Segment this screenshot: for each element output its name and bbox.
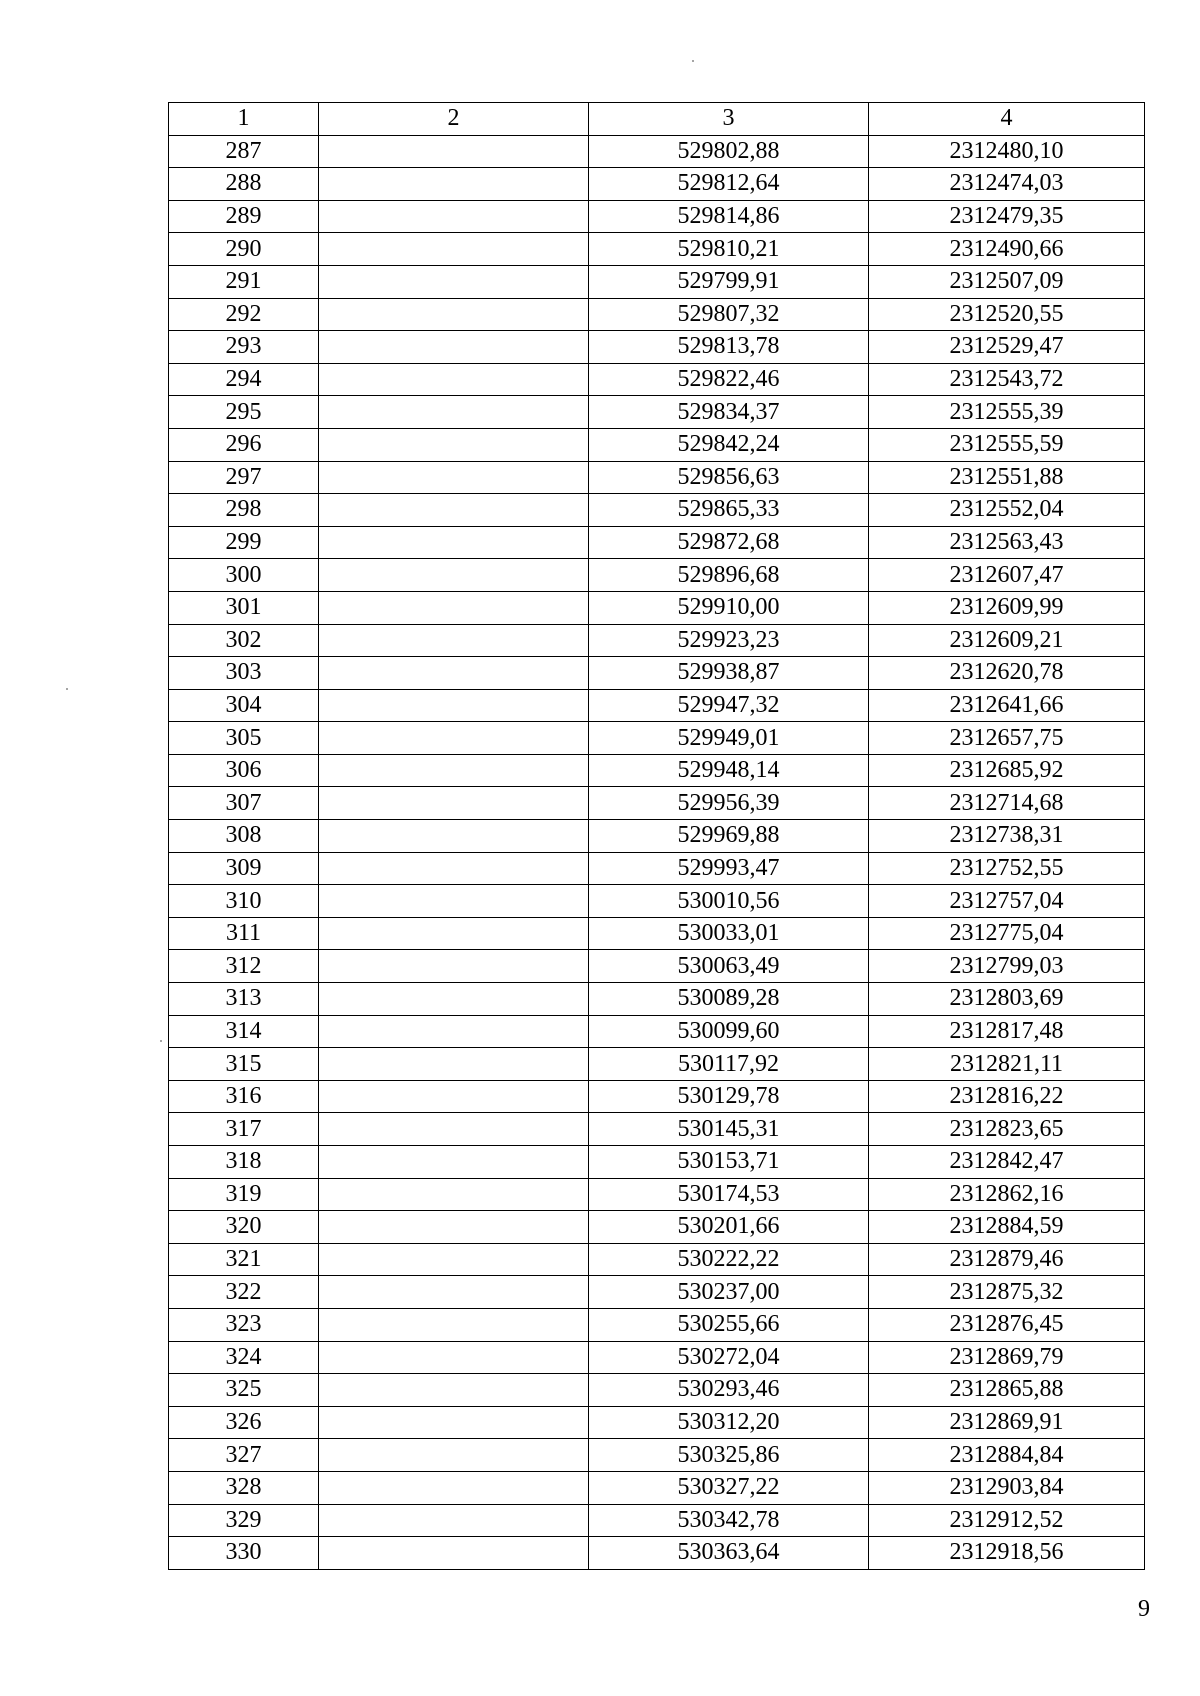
point-number-cell: 319 <box>169 1178 319 1211</box>
y-coordinate-cell: 2312543,72 <box>869 363 1145 396</box>
point-number-cell: 322 <box>169 1276 319 1309</box>
description-cell <box>319 722 589 755</box>
description-cell <box>319 885 589 918</box>
table-row <box>169 494 1145 527</box>
table-row <box>169 168 1145 201</box>
table-row <box>169 135 1145 168</box>
x-coordinate-cell: 530255,66 <box>589 1308 869 1341</box>
x-coordinate-cell: 530293,46 <box>589 1374 869 1407</box>
description-cell <box>319 1471 589 1504</box>
x-coordinate-cell: 529938,87 <box>589 657 869 690</box>
x-coordinate-cell: 529856,63 <box>589 461 869 494</box>
point-number-cell: 293 <box>169 331 319 364</box>
table-row <box>169 1276 1145 1309</box>
y-coordinate-cell: 2312552,04 <box>869 494 1145 527</box>
scan-speck <box>66 688 68 690</box>
point-number-cell: 320 <box>169 1211 319 1244</box>
description-cell <box>319 754 589 787</box>
description-cell <box>319 559 589 592</box>
description-cell <box>319 461 589 494</box>
point-number-cell: 310 <box>169 885 319 918</box>
point-number-cell: 294 <box>169 363 319 396</box>
column-header: 4 <box>869 103 1145 136</box>
x-coordinate-cell: 529810,21 <box>589 233 869 266</box>
x-coordinate-cell: 529993,47 <box>589 852 869 885</box>
point-number-cell: 321 <box>169 1243 319 1276</box>
description-cell <box>319 396 589 429</box>
description-cell <box>319 917 589 950</box>
y-coordinate-cell: 2312738,31 <box>869 820 1145 853</box>
table-row <box>169 1504 1145 1537</box>
table-row <box>169 1015 1145 1048</box>
point-number-cell: 307 <box>169 787 319 820</box>
x-coordinate-cell: 529799,91 <box>589 265 869 298</box>
point-number-cell: 308 <box>169 820 319 853</box>
y-coordinate-cell: 2312875,32 <box>869 1276 1145 1309</box>
y-coordinate-cell: 2312520,55 <box>869 298 1145 331</box>
table-row <box>169 1211 1145 1244</box>
x-coordinate-cell: 529969,88 <box>589 820 869 853</box>
table-row <box>169 1537 1145 1570</box>
x-coordinate-cell: 529949,01 <box>589 722 869 755</box>
description-cell <box>319 1048 589 1081</box>
table-row <box>169 820 1145 853</box>
y-coordinate-cell: 2312799,03 <box>869 950 1145 983</box>
column-header: 1 <box>169 103 319 136</box>
x-coordinate-cell: 530342,78 <box>589 1504 869 1537</box>
y-coordinate-cell: 2312609,99 <box>869 591 1145 624</box>
point-number-cell: 291 <box>169 265 319 298</box>
table-row <box>169 689 1145 722</box>
table-row <box>169 1178 1145 1211</box>
x-coordinate-cell: 530117,92 <box>589 1048 869 1081</box>
description-cell <box>319 200 589 233</box>
y-coordinate-cell: 2312884,59 <box>869 1211 1145 1244</box>
y-coordinate-cell: 2312817,48 <box>869 1015 1145 1048</box>
x-coordinate-cell: 530099,60 <box>589 1015 869 1048</box>
description-cell <box>319 233 589 266</box>
y-coordinate-cell: 2312620,78 <box>869 657 1145 690</box>
table-row <box>169 1374 1145 1407</box>
table-row <box>169 428 1145 461</box>
y-coordinate-cell: 2312479,35 <box>869 200 1145 233</box>
y-coordinate-cell: 2312563,43 <box>869 526 1145 559</box>
y-coordinate-cell: 2312869,91 <box>869 1406 1145 1439</box>
description-cell <box>319 689 589 722</box>
point-number-cell: 296 <box>169 428 319 461</box>
y-coordinate-cell: 2312803,69 <box>869 983 1145 1016</box>
x-coordinate-cell: 529842,24 <box>589 428 869 461</box>
point-number-cell: 300 <box>169 559 319 592</box>
y-coordinate-cell: 2312912,52 <box>869 1504 1145 1537</box>
point-number-cell: 329 <box>169 1504 319 1537</box>
y-coordinate-cell: 2312555,59 <box>869 428 1145 461</box>
x-coordinate-cell: 530363,64 <box>589 1537 869 1570</box>
table-row <box>169 1243 1145 1276</box>
table-row <box>169 722 1145 755</box>
x-coordinate-cell: 529923,23 <box>589 624 869 657</box>
y-coordinate-cell: 2312641,66 <box>869 689 1145 722</box>
page-number: 9 <box>1138 1596 1150 1622</box>
y-coordinate-cell: 2312474,03 <box>869 168 1145 201</box>
point-number-cell: 302 <box>169 624 319 657</box>
description-cell <box>319 820 589 853</box>
x-coordinate-cell: 530145,31 <box>589 1113 869 1146</box>
scan-speck <box>160 1040 162 1042</box>
x-coordinate-cell: 529872,68 <box>589 526 869 559</box>
table-row <box>169 852 1145 885</box>
y-coordinate-cell: 2312480,10 <box>869 135 1145 168</box>
table-row <box>169 363 1145 396</box>
description-cell <box>319 657 589 690</box>
point-number-cell: 317 <box>169 1113 319 1146</box>
x-coordinate-cell: 529956,39 <box>589 787 869 820</box>
x-coordinate-cell: 530237,00 <box>589 1276 869 1309</box>
table-row <box>169 526 1145 559</box>
point-number-cell: 306 <box>169 754 319 787</box>
point-number-cell: 313 <box>169 983 319 1016</box>
table-row <box>169 1146 1145 1179</box>
x-coordinate-cell: 529948,14 <box>589 754 869 787</box>
point-number-cell: 304 <box>169 689 319 722</box>
x-coordinate-cell: 530063,49 <box>589 950 869 983</box>
x-coordinate-cell: 529802,88 <box>589 135 869 168</box>
description-cell <box>319 1537 589 1570</box>
x-coordinate-cell: 529812,64 <box>589 168 869 201</box>
table-row <box>169 657 1145 690</box>
description-cell <box>319 298 589 331</box>
description-cell <box>319 591 589 624</box>
table-row <box>169 624 1145 657</box>
table-row <box>169 591 1145 624</box>
x-coordinate-cell: 530153,71 <box>589 1146 869 1179</box>
point-number-cell: 314 <box>169 1015 319 1048</box>
description-cell <box>319 1504 589 1537</box>
y-coordinate-cell: 2312775,04 <box>869 917 1145 950</box>
y-coordinate-cell: 2312879,46 <box>869 1243 1145 1276</box>
point-number-cell: 316 <box>169 1080 319 1113</box>
y-coordinate-cell: 2312884,84 <box>869 1439 1145 1472</box>
point-number-cell: 312 <box>169 950 319 983</box>
point-number-cell: 292 <box>169 298 319 331</box>
y-coordinate-cell: 2312657,75 <box>869 722 1145 755</box>
x-coordinate-cell: 530312,20 <box>589 1406 869 1439</box>
y-coordinate-cell: 2312842,47 <box>869 1146 1145 1179</box>
point-number-cell: 311 <box>169 917 319 950</box>
y-coordinate-cell: 2312918,56 <box>869 1537 1145 1570</box>
description-cell <box>319 1308 589 1341</box>
x-coordinate-cell: 529910,00 <box>589 591 869 624</box>
y-coordinate-cell: 2312529,47 <box>869 331 1145 364</box>
x-coordinate-cell: 530272,04 <box>589 1341 869 1374</box>
x-coordinate-cell: 529822,46 <box>589 363 869 396</box>
point-number-cell: 323 <box>169 1308 319 1341</box>
description-cell <box>319 1374 589 1407</box>
point-number-cell: 297 <box>169 461 319 494</box>
y-coordinate-cell: 2312816,22 <box>869 1080 1145 1113</box>
x-coordinate-cell: 530327,22 <box>589 1471 869 1504</box>
point-number-cell: 328 <box>169 1471 319 1504</box>
table-body <box>169 135 1145 1569</box>
point-number-cell: 290 <box>169 233 319 266</box>
y-coordinate-cell: 2312555,39 <box>869 396 1145 429</box>
y-coordinate-cell: 2312869,79 <box>869 1341 1145 1374</box>
x-coordinate-cell: 530129,78 <box>589 1080 869 1113</box>
y-coordinate-cell: 2312609,21 <box>869 624 1145 657</box>
x-coordinate-cell: 530325,86 <box>589 1439 869 1472</box>
table-row <box>169 1341 1145 1374</box>
table-row <box>169 1406 1145 1439</box>
description-cell <box>319 265 589 298</box>
x-coordinate-cell: 529865,33 <box>589 494 869 527</box>
description-cell <box>319 852 589 885</box>
description-cell <box>319 1146 589 1179</box>
table-row <box>169 1471 1145 1504</box>
x-coordinate-cell: 529834,37 <box>589 396 869 429</box>
point-number-cell: 309 <box>169 852 319 885</box>
point-number-cell: 295 <box>169 396 319 429</box>
y-coordinate-cell: 2312685,92 <box>869 754 1145 787</box>
point-number-cell: 298 <box>169 494 319 527</box>
table-row <box>169 754 1145 787</box>
table-row <box>169 265 1145 298</box>
description-cell <box>319 428 589 461</box>
x-coordinate-cell: 530033,01 <box>589 917 869 950</box>
x-coordinate-cell: 530222,22 <box>589 1243 869 1276</box>
table-row <box>169 331 1145 364</box>
description-cell <box>319 494 589 527</box>
y-coordinate-cell: 2312607,47 <box>869 559 1145 592</box>
description-cell <box>319 1178 589 1211</box>
y-coordinate-cell: 2312757,04 <box>869 885 1145 918</box>
table-row <box>169 1308 1145 1341</box>
description-cell <box>319 1276 589 1309</box>
x-coordinate-cell: 530174,53 <box>589 1178 869 1211</box>
column-header: 2 <box>319 103 589 136</box>
table-row <box>169 1080 1145 1113</box>
description-cell <box>319 1243 589 1276</box>
description-cell <box>319 950 589 983</box>
y-coordinate-cell: 2312876,45 <box>869 1308 1145 1341</box>
point-number-cell: 299 <box>169 526 319 559</box>
y-coordinate-cell: 2312551,88 <box>869 461 1145 494</box>
table-row <box>169 396 1145 429</box>
description-cell <box>319 363 589 396</box>
y-coordinate-cell: 2312862,16 <box>869 1178 1145 1211</box>
table-row <box>169 461 1145 494</box>
description-cell <box>319 1211 589 1244</box>
description-cell <box>319 624 589 657</box>
point-number-cell: 289 <box>169 200 319 233</box>
y-coordinate-cell: 2312865,88 <box>869 1374 1145 1407</box>
y-coordinate-cell: 2312752,55 <box>869 852 1145 885</box>
table-row <box>169 1439 1145 1472</box>
y-coordinate-cell: 2312490,66 <box>869 233 1145 266</box>
x-coordinate-cell: 529947,32 <box>589 689 869 722</box>
point-number-cell: 287 <box>169 135 319 168</box>
y-coordinate-cell: 2312823,65 <box>869 1113 1145 1146</box>
description-cell <box>319 1406 589 1439</box>
description-cell <box>319 526 589 559</box>
x-coordinate-cell: 529896,68 <box>589 559 869 592</box>
point-number-cell: 303 <box>169 657 319 690</box>
table-row <box>169 983 1145 1016</box>
x-coordinate-cell: 530089,28 <box>589 983 869 1016</box>
y-coordinate-cell: 2312714,68 <box>869 787 1145 820</box>
description-cell <box>319 168 589 201</box>
point-number-cell: 301 <box>169 591 319 624</box>
point-number-cell: 318 <box>169 1146 319 1179</box>
x-coordinate-cell: 529813,78 <box>589 331 869 364</box>
point-number-cell: 325 <box>169 1374 319 1407</box>
point-number-cell: 327 <box>169 1439 319 1472</box>
table-row <box>169 233 1145 266</box>
table-row <box>169 200 1145 233</box>
table-row <box>169 1113 1145 1146</box>
column-header: 3 <box>589 103 869 136</box>
description-cell <box>319 1113 589 1146</box>
description-cell <box>319 1015 589 1048</box>
description-cell <box>319 135 589 168</box>
point-number-cell: 326 <box>169 1406 319 1439</box>
table-row <box>169 298 1145 331</box>
table-row <box>169 917 1145 950</box>
x-coordinate-cell: 529807,32 <box>589 298 869 331</box>
description-cell <box>319 1341 589 1374</box>
x-coordinate-cell: 529814,86 <box>589 200 869 233</box>
y-coordinate-cell: 2312821,11 <box>869 1048 1145 1081</box>
point-number-cell: 288 <box>169 168 319 201</box>
point-number-cell: 324 <box>169 1341 319 1374</box>
point-number-cell: 330 <box>169 1537 319 1570</box>
table-row <box>169 950 1145 983</box>
table-row <box>169 1048 1145 1081</box>
y-coordinate-cell: 2312507,09 <box>869 265 1145 298</box>
point-number-cell: 305 <box>169 722 319 755</box>
description-cell <box>319 787 589 820</box>
description-cell <box>319 331 589 364</box>
y-coordinate-cell: 2312903,84 <box>869 1471 1145 1504</box>
scan-speck <box>692 60 694 62</box>
table-row <box>169 885 1145 918</box>
table-header-row <box>169 103 1145 136</box>
x-coordinate-cell: 530201,66 <box>589 1211 869 1244</box>
coordinates-table <box>168 102 1145 1570</box>
description-cell <box>319 983 589 1016</box>
description-cell <box>319 1080 589 1113</box>
table-row <box>169 559 1145 592</box>
x-coordinate-cell: 530010,56 <box>589 885 869 918</box>
table-row <box>169 787 1145 820</box>
description-cell <box>319 1439 589 1472</box>
point-number-cell: 315 <box>169 1048 319 1081</box>
